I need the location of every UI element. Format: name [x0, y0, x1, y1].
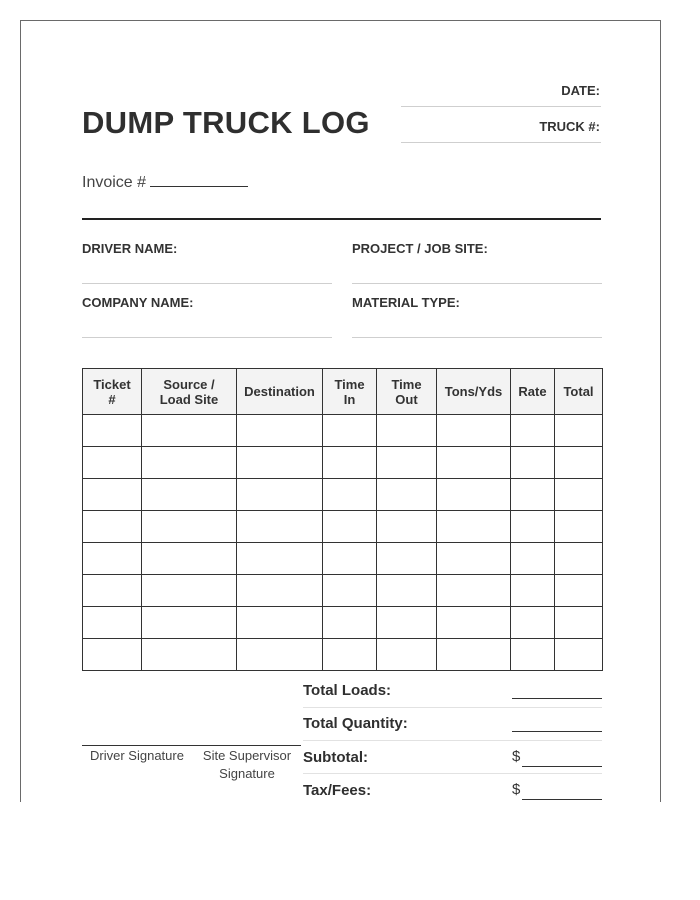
table-header-row [83, 369, 603, 415]
table-cell[interactable] [142, 511, 237, 543]
log-table-body [83, 415, 603, 671]
project-site-label: PROJECT / JOB SITE: [352, 241, 488, 256]
page-title: DUMP TRUCK LOG [82, 105, 370, 140]
table-cell[interactable] [511, 415, 555, 447]
table-cell[interactable] [511, 639, 555, 671]
table-cell[interactable] [555, 607, 603, 639]
supervisor-signature-label: Site Supervisor Signature [202, 748, 292, 781]
log-form-page [20, 20, 661, 802]
table-cell[interactable] [142, 543, 237, 575]
invoice-label: Invoice # [82, 174, 147, 191]
driver-signature-label: Driver Signature [90, 748, 184, 763]
driver-name-label: DRIVER NAME: [82, 241, 178, 256]
table-cell[interactable] [323, 447, 377, 479]
table-cell[interactable] [377, 607, 437, 639]
summary-divider [303, 707, 602, 708]
table-cell[interactable] [323, 479, 377, 511]
company-name-field-line[interactable] [82, 337, 332, 338]
table-cell[interactable] [142, 607, 237, 639]
table-cell[interactable] [83, 447, 142, 479]
column-header-destination: Destination [237, 369, 323, 415]
date-field-line[interactable] [401, 106, 601, 107]
material-type-field-line[interactable] [352, 337, 602, 338]
table-cell[interactable] [377, 479, 437, 511]
column-header-rate: Rate [511, 369, 555, 415]
table-cell[interactable] [323, 543, 377, 575]
table-cell[interactable] [377, 415, 437, 447]
table-row [83, 479, 603, 511]
project-site-field-line[interactable] [352, 283, 602, 284]
table-row [83, 447, 603, 479]
table-cell[interactable] [237, 415, 323, 447]
signature-line[interactable] [82, 745, 301, 746]
table-cell[interactable] [377, 575, 437, 607]
invoice-row [82, 172, 248, 192]
table-cell[interactable] [237, 639, 323, 671]
log-table [82, 368, 603, 671]
table-cell[interactable] [323, 639, 377, 671]
total-quantity-label: Total Quantity: [303, 715, 408, 732]
summary-divider [303, 773, 602, 774]
table-cell[interactable] [377, 543, 437, 575]
table-cell[interactable] [511, 575, 555, 607]
table-cell[interactable] [555, 447, 603, 479]
table-cell[interactable] [437, 575, 511, 607]
table-cell[interactable] [237, 575, 323, 607]
column-header-time-out: Time Out [377, 369, 437, 415]
table-cell[interactable] [437, 415, 511, 447]
table-cell[interactable] [555, 511, 603, 543]
table-cell[interactable] [83, 479, 142, 511]
total-loads-label: Total Loads: [303, 682, 392, 699]
table-cell[interactable] [437, 543, 511, 575]
truck-number-field-line[interactable] [401, 142, 601, 143]
table-cell[interactable] [437, 639, 511, 671]
summary-divider [303, 740, 602, 741]
column-header-tons-yds: Tons/Yds [437, 369, 511, 415]
total-loads-blank[interactable] [512, 682, 602, 699]
subtotal-label: Subtotal: [303, 749, 368, 766]
subtotal-blank[interactable] [512, 748, 602, 767]
date-label: DATE: [561, 83, 600, 98]
table-cell[interactable] [437, 479, 511, 511]
table-cell[interactable] [511, 607, 555, 639]
table-cell[interactable] [142, 479, 237, 511]
table-cell[interactable] [511, 479, 555, 511]
table-cell[interactable] [142, 447, 237, 479]
table-row [83, 607, 603, 639]
total-quantity-blank[interactable] [512, 715, 602, 732]
table-cell[interactable] [377, 639, 437, 671]
table-cell[interactable] [511, 543, 555, 575]
table-cell[interactable] [437, 511, 511, 543]
company-name-label: COMPANY NAME: [82, 295, 194, 310]
table-cell[interactable] [377, 447, 437, 479]
table-cell[interactable] [555, 479, 603, 511]
table-cell[interactable] [83, 415, 142, 447]
header-divider [82, 218, 601, 220]
table-cell[interactable] [323, 511, 377, 543]
truck-number-label: TRUCK #: [539, 119, 600, 134]
table-cell[interactable] [237, 607, 323, 639]
column-header-source: Source / Load Site [142, 369, 237, 415]
table-cell[interactable] [237, 511, 323, 543]
table-cell[interactable] [142, 415, 237, 447]
table-cell[interactable] [142, 575, 237, 607]
table-cell[interactable] [555, 543, 603, 575]
currency-symbol: $ [512, 781, 521, 798]
table-row [83, 575, 603, 607]
driver-name-field-line[interactable] [82, 283, 332, 284]
invoice-number-blank[interactable] [150, 172, 248, 187]
column-header-time-in: Time In [323, 369, 377, 415]
table-cell[interactable] [83, 607, 142, 639]
table-cell[interactable] [237, 543, 323, 575]
tax-fees-blank[interactable] [512, 781, 602, 800]
column-header-ticket: Ticket # [83, 369, 142, 415]
table-row [83, 639, 603, 671]
table-cell[interactable] [83, 575, 142, 607]
table-cell[interactable] [437, 607, 511, 639]
table-cell[interactable] [142, 639, 237, 671]
table-cell[interactable] [555, 575, 603, 607]
table-cell[interactable] [323, 415, 377, 447]
table-cell[interactable] [237, 479, 323, 511]
column-header-total: Total [555, 369, 603, 415]
table-cell[interactable] [323, 607, 377, 639]
table-cell[interactable] [83, 543, 142, 575]
material-type-label: MATERIAL TYPE: [352, 295, 460, 310]
table-row [83, 511, 603, 543]
table-cell[interactable] [511, 511, 555, 543]
currency-symbol: $ [512, 748, 521, 765]
tax-fees-label: Tax/Fees: [303, 782, 372, 799]
table-cell[interactable] [511, 447, 555, 479]
table-cell[interactable] [237, 447, 323, 479]
table-row [83, 543, 603, 575]
table-cell[interactable] [437, 447, 511, 479]
table-row [83, 415, 603, 447]
table-cell[interactable] [555, 639, 603, 671]
table-cell[interactable] [83, 511, 142, 543]
table-cell[interactable] [377, 511, 437, 543]
table-cell[interactable] [83, 639, 142, 671]
table-cell[interactable] [323, 575, 377, 607]
table-cell[interactable] [555, 415, 603, 447]
